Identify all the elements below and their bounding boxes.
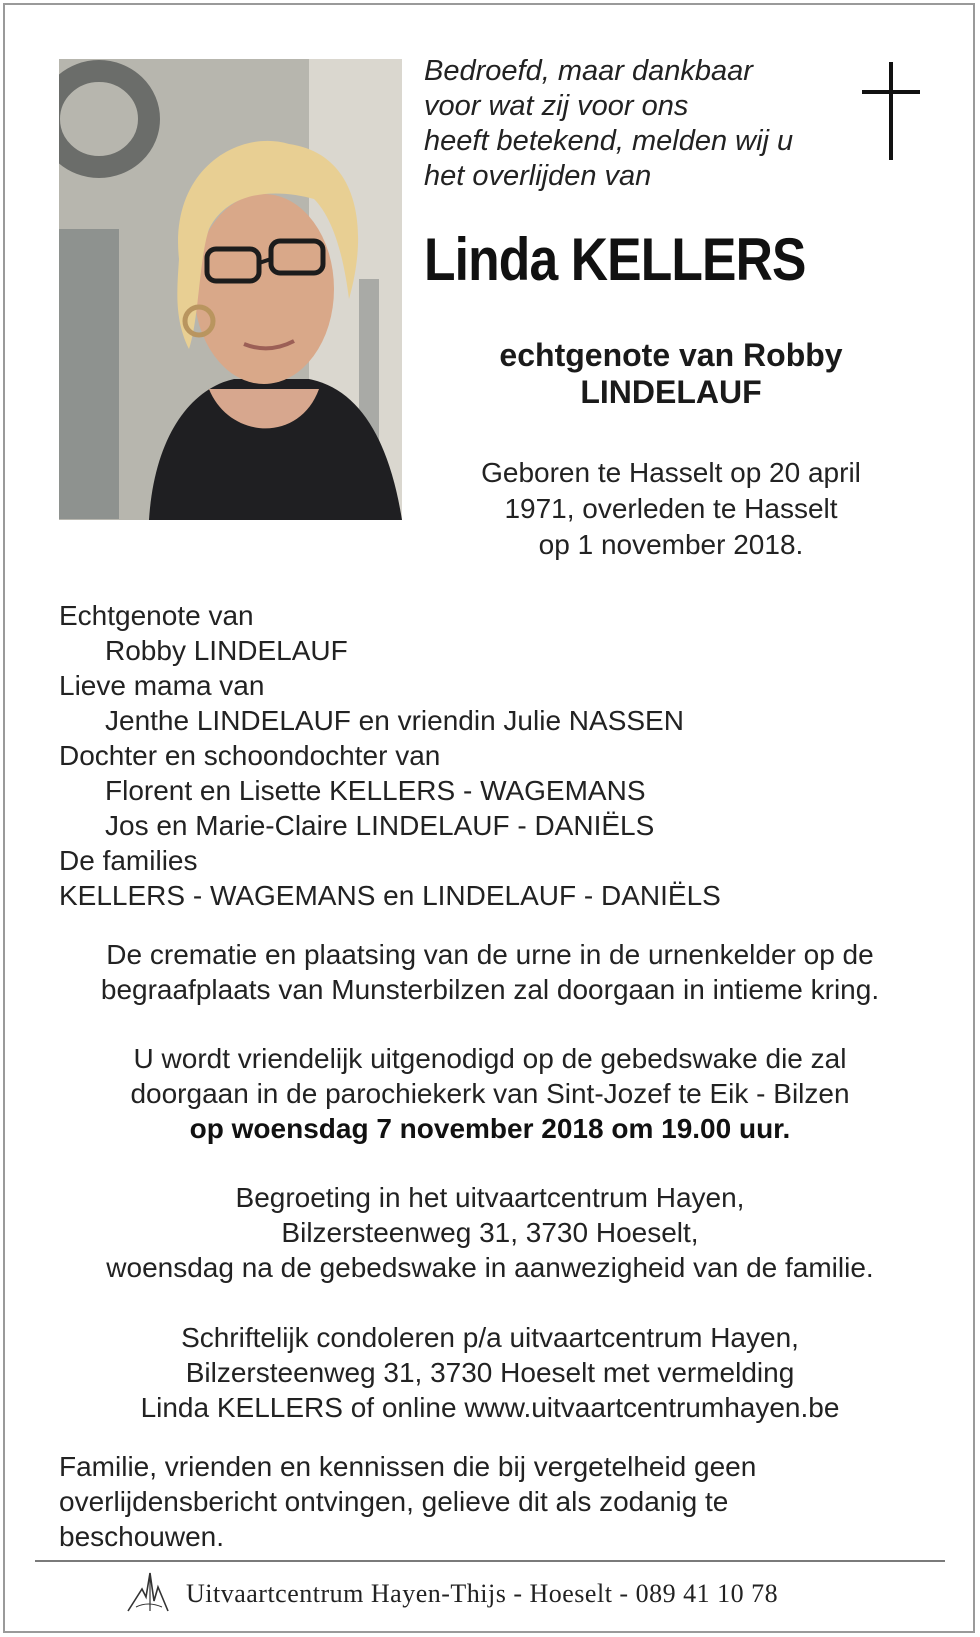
greeting-line: woensdag na de gebedswake in aanwezigheid van de familie.	[106, 1252, 874, 1283]
intro-line: voor wat zij voor ons	[424, 90, 689, 122]
vigil-line: U wordt vriendelijk uitgenodigd op de gebedswake die zal	[133, 1043, 847, 1074]
closing-line: overlijdensbericht ontvingen, gelieve dit als zodanig te	[59, 1486, 729, 1517]
relative-line: De families	[59, 845, 198, 876]
birth-death-info	[424, 455, 918, 563]
condolences-paragraph	[40, 1320, 940, 1425]
greeting-line: Bilzersteenweg 31, 3730 Hoeselt,	[281, 1217, 699, 1248]
relative-line: KELLERS - WAGEMANS en LINDELAUF - DANIËLS	[59, 880, 721, 911]
spouse-line	[424, 337, 918, 411]
intro-line: Bedroefd, maar dankbaar	[424, 55, 753, 87]
relative-line: Dochter en schoondochter van	[59, 740, 441, 771]
footer-text: Uitvaartcentrum Hayen-Thijs - Hoeselt - 089 41 10 78	[186, 1579, 779, 1608]
hayen-logo-icon	[124, 1567, 172, 1613]
cremation-line: begraafplaats van Munsterbilzen zal doorgaan in intieme kring.	[100, 974, 880, 1005]
birth-line: op 1 november 2018.	[538, 529, 804, 560]
intro-line: heeft betekend, melden wij u	[424, 125, 794, 157]
birth-line: 1971, overleden te Hasselt	[504, 493, 838, 524]
condolences-line: Bilzersteenweg 31, 3730 Hoeselt met vermelding	[185, 1357, 795, 1388]
portrait-photo	[59, 59, 402, 520]
relative-line: Echtgenote van	[59, 600, 254, 631]
spouse-line-text: echtgenote van Robby	[499, 337, 843, 373]
portrait-photo-drawing	[59, 59, 402, 520]
footer-divider	[35, 1560, 945, 1562]
vigil-date: op woensdag 7 november 2018 om 19.00 uur.	[189, 1113, 791, 1144]
condolences-line: Linda KELLERS of online www.uitvaartcentrumhayen.be	[140, 1392, 840, 1423]
cremation-paragraph	[40, 937, 940, 1007]
deceased-name: Linda KELLERS	[424, 226, 806, 293]
closing-line: Familie, vrienden en kennissen die bij vergetelheid geen	[59, 1451, 757, 1482]
relative-line: Jenthe LINDELAUF en vriendin Julie NASSEN	[105, 705, 684, 736]
relative-line: Jos en Marie-Claire LINDELAUF - DANIËLS	[105, 810, 655, 841]
cross-icon	[862, 62, 920, 160]
vigil-paragraph	[40, 1041, 940, 1146]
greeting-paragraph	[40, 1180, 940, 1285]
greeting-line: Begroeting in het uitvaartcentrum Hayen,	[235, 1182, 745, 1213]
cremation-line: De crematie en plaatsing van de urne in de urnenkelder op de	[106, 939, 874, 970]
vigil-line: doorgaan in de parochiekerk van Sint-Jozef te Eik - Bilzen	[130, 1078, 850, 1109]
relative-line: Robby LINDELAUF	[105, 635, 348, 666]
relative-line: Florent en Lisette KELLERS - WAGEMANS	[105, 775, 646, 806]
relatives-list	[59, 598, 721, 913]
spouse-line-text: LINDELAUF	[580, 374, 762, 410]
birth-line: Geboren te Hasselt op 20 april	[481, 457, 861, 488]
intro-line: het overlijden van	[424, 160, 652, 192]
intro-text	[424, 54, 793, 194]
relative-line: Lieve mama van	[59, 670, 265, 701]
condolences-line: Schriftelijk condoleren p/a uitvaartcentrum Hayen,	[181, 1322, 799, 1353]
footer	[120, 1567, 900, 1617]
closing-line: beschouwen.	[59, 1521, 225, 1552]
closing-paragraph	[59, 1449, 756, 1554]
